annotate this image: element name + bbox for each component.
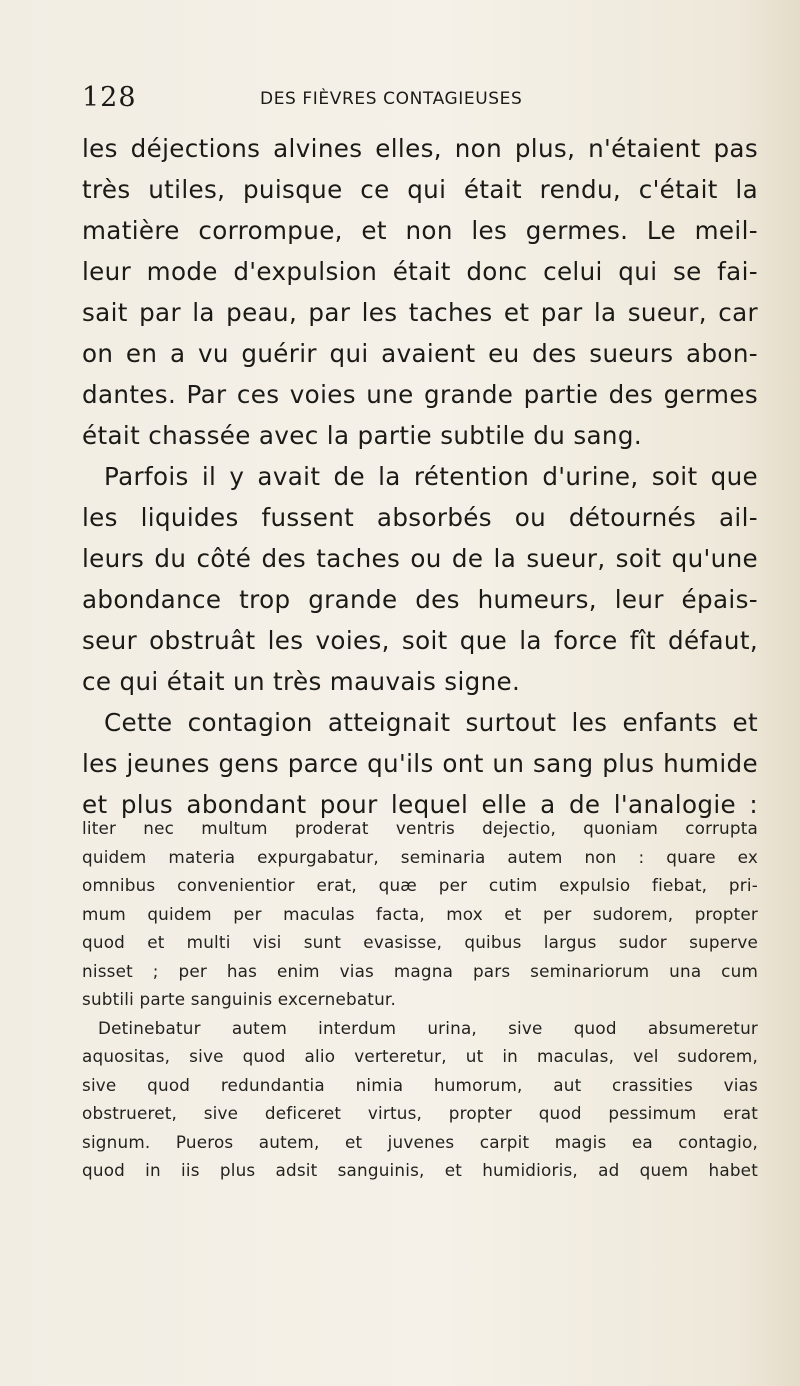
latin-line: liter nec multum proderat ventris dejectio, quoniam corrupta: [82, 818, 758, 838]
latin-line: mum quidem per maculas facta, mox et per sudorem, propter: [82, 903, 758, 924]
page-number: 128: [82, 82, 137, 113]
latin-line: subtili parte sanguinis excernebatur.: [82, 989, 397, 1009]
french-line: Cette contagion atteignait surtout les enfants et: [104, 708, 758, 737]
latin-line: quod et multi visi sunt evasisse, quibus largus sudor superve: [82, 932, 758, 952]
latin-line: quod in iis plus adsit sanguinis, et humidioris, ad quem habet: [82, 1160, 758, 1180]
french-line: ce qui était un très mauvais signe.: [82, 667, 521, 696]
french-line: et plus abondant pour lequel elle a de l'analogie :: [82, 790, 758, 819]
french-line: matière corrompue, et non les germes. Le meil-: [82, 216, 758, 245]
latin-line: obstrueret, sive deficeret virtus, propter quod pessimum erat: [82, 1103, 758, 1123]
french-line: leurs du côté des taches ou de la sueur, soit qu'une: [82, 544, 758, 573]
french-text-block: [82, 128, 758, 825]
french-line: leur mode d'expulsion était donc celui qui se fai-: [82, 257, 758, 286]
french-line: était chassée avec la partie subtile du sang.: [82, 421, 642, 450]
french-line: très utiles, puisque ce qui était rendu, c'était la: [82, 175, 758, 204]
french-line: abondance trop grande des humeurs, leur épais-: [82, 585, 758, 614]
french-line: seur obstruât les voies, soit que la force fît défaut,: [82, 626, 758, 655]
latin-line: omnibus convenientior erat, quæ per cutim expulsio fiebat, pri-: [82, 875, 758, 895]
latin-footnote-block: [82, 814, 758, 1185]
latin-line: nisset ; per has enim vias magna pars seminariorum una cum: [82, 960, 758, 981]
running-head: DES FIÈVRES CONTAGIEUSES: [260, 89, 523, 109]
latin-line: aquositas, sive quod alio verteretur, ut in maculas, vel sudorem,: [82, 1046, 758, 1066]
latin-line: signum. Pueros autem, et juvenes carpit magis ea contagio,: [82, 1131, 758, 1152]
page-header: [82, 82, 762, 122]
french-line: les déjections alvines elles, non plus, n'étaient pas: [82, 134, 758, 163]
french-line: dantes. Par ces voies une grande partie des germes: [82, 380, 758, 409]
french-line: les liquides fussent absorbés ou détournés ail-: [82, 503, 758, 532]
french-line: les jeunes gens parce qu'ils ont un sang plus humide: [82, 749, 758, 778]
latin-line: Detinebatur autem interdum urina, sive quod absumeretur: [98, 1017, 758, 1038]
latin-line: sive quod redundantia nimia humorum, aut crassities vias: [82, 1074, 758, 1095]
latin-line: quidem materia expurgabatur, seminaria autem non : quare ex: [82, 846, 758, 867]
french-line: on en a vu guérir qui avaient eu des sueurs abon-: [82, 339, 758, 368]
french-line: Parfois il y avait de la rétention d'urine, soit que: [104, 462, 758, 491]
french-line: sait par la peau, par les taches et par la sueur, car: [82, 298, 758, 327]
